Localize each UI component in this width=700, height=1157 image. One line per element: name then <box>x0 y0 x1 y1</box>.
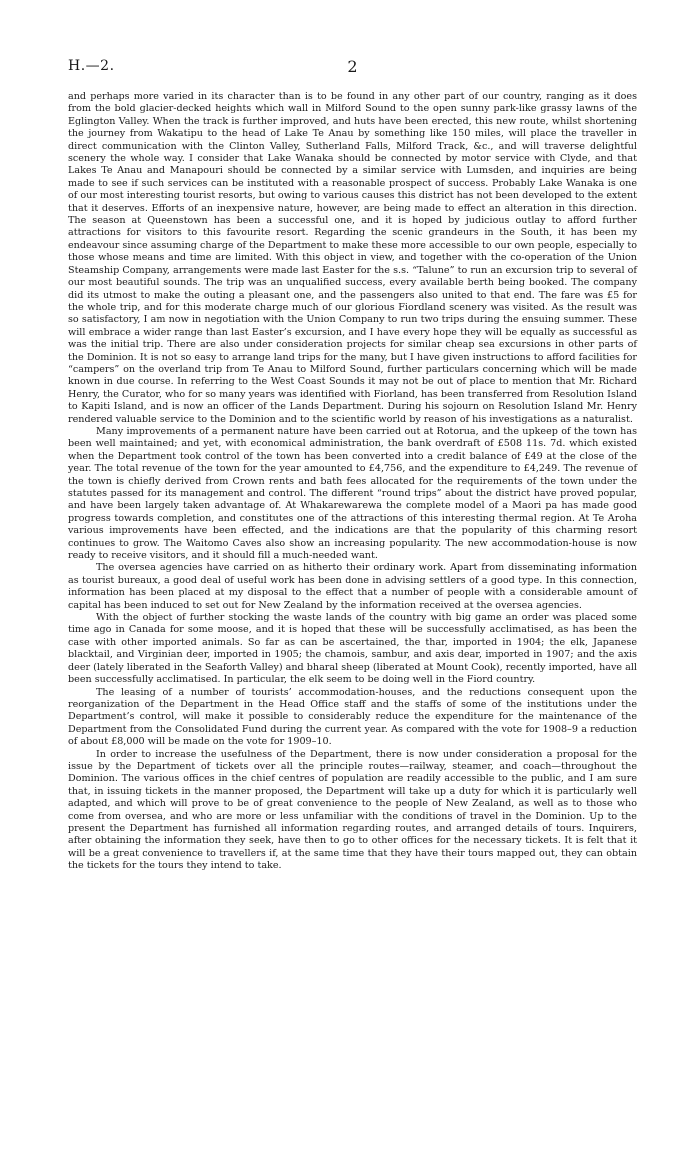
document-reference: H.—2. <box>68 58 115 74</box>
page-number: 2 <box>347 57 358 76</box>
paragraph-rotorua: Many improvements of a permanent nature have been carried out at Rotorua, and the upkeep of the town has been well maintained; and yet, with economical administration, the bank overdraft of £508 11s. 7d. which existed when the Department took control of the town has been converted into a credit balance of £49 at the close of the year. The total revenue of the town for the year amounted to £4,756, and the expenditure to £4,249. The revenue of the town is chiefly derived from Crown rents and bath fees allocated for the requirements of the town under the statutes passed for its management and control. The different “round trips” about the district have proved popular, and have been largely taken advantage of. At Whakarewarewa the complete model of a Maori pa has made good progress towards completion, and constitutes one of the attractions of this interesting thermal region. At Te Aroha various improvements have been effected, and the indications are that the popularity of this charming resort continues to grow. The Waitomo Caves also show an increasing popularity. The new accommodation-house is now ready to receive visitors, and it should fill a much-needed want. <box>68 425 637 562</box>
paragraph-leasing: The leasing of a number of tourists’ accommodation-houses, and the reductions consequent upon the reorganization of the Department in the Head Office staff and the staffs of some of the institutions under the Department’s control, will make it possible to considerably reduce the expenditure for the maintenance of the Department from the Consolidated Fund during the current year. As compared with the vote for 1908–9 a reduction of about £8,000 will be made on the vote for 1909–10. <box>68 686 637 748</box>
body-text <box>68 91 637 873</box>
paragraph-oversea-agencies: The oversea agencies have carried on as hitherto their ordinary work. Apart from disseminating information as tourist bureaux, a good deal of useful work has been done in advising settlers of a good type. In this connection, information has been placed at my disposal to the effect that a number of people with a considerable amount of capital has been induced to set out for New Zealand by the information received at the oversea agencies. <box>68 562 637 611</box>
paragraph-continued: and perhaps more varied in its character than is to be found in any other part of our country, ranging as it does from the bold glacier-decked heights which wall in Milford Sound to the open sunny park-like grassy lawns of the Eglington Valley. When the track is further improved, and huts have been erected, this new route, whilst shortening the journey from Wakatipu to the head of Lake Te Anau by something like 150 miles, will place the traveller in direct communication with the Clinton Valley, Sutherland Falls, Milford Track, &c., and will traverse delightful scenery the whole way. I consider that Lake Wanaka should be connected by motor service with Clyde, and that Lakes Te Anau and Manapouri should be connected by a similar service with Lumsden, and inquiries are being made to see if such services can be instituted with a reasonable prospect of success. Probably Lake Wanaka is one of our most interesting tourist resorts, but owing to various causes this district has not been developed to the extent that it deserves. Efforts of an inexpensive nature, however, are being made to effect an alteration in this direction. The season at Queenstown has been a successful one, and it is hoped by judicious outlay to afford further attractions for visitors to this favourite resort. Regarding the scenic grandeurs in the South, it has been my endeavour since assuming charge of the Department to make these more accessible to our own people, especially to those whose means and time are limited. With this object in view, and together with the co-operation of the Union Steamship Company, arrangements were made last Easter for the s.s. “Talune” to run an excursion trip to several of our most beautiful sounds. The trip was an unqualified success, every available berth being booked. The company did its utmost to make the outing a pleasant one, and the passengers also united to that end. The fare was £5 for the whole trip, and for this moderate charge much of our glorious Fiordland scenery was visited. As the result was so satisfactory, I am now in negotiation with the Union Company to run two trips during the ensuing summer. These will embrace a wider range than last Easter’s excursion, and I have every hope they will be equally as successful as was the initial trip. There are also under consideration projects for similar cheap sea excursions in other parts of the Dominion. It is not so easy to arrange land trips for the many, but I have given instructions to afford facilities for “campers” on the overland trip from Te Anau to Milford Sound, further particulars concerning which will be made known in due course. In referring to the West Coast Sounds it may not be out of place to mention that Mr. Richard Henry, the Curator, who for so many years was identified with Fiorland, has been transferred from Resolution Island to Kapiti Island, and is now an officer of the Lands Department. During his sojourn on Resolution Island Mr. Henry rendered valuable service to the Dominion and to the scientific world by reason of his investigations as a naturalist. <box>68 91 637 425</box>
paragraph-tickets: In order to increase the usefulness of the Department, there is now under consideration a proposal for the issue by the Department of tickets over all the principle routes—railway, steamer, and coach—throughout the Dominion. The various offices in the chief centres of population are readily accessible to the public, and I am sure that, in issuing tickets in the manner proposed, the Department will take up a duty for which it is particularly well adapted, and which will prove to be of great convenience to the people of New Zealand, as well as to those who come from oversea, and who are more or less unfamiliar with the conditions of travel in the Dominion. Up to the present the Department has furnished all information regarding routes, and arranged details of tours. Inquirers, after obtaining the information they seek, have then to go to other offices for the necessary tickets. It is felt that it will be a great convenience to travellers if, at the same time that they have their tours mapped out, they can obtain the tickets for the tours they intend to take. <box>68 748 637 872</box>
paragraph-big-game: With the object of further stocking the waste lands of the country with big game an order was placed some time ago in Canada for some moose, and it is hoped that these will be successfully acclimatised, as has been the case with other imported animals. So far as can be ascertained, the thar, imported in 1904; the elk, Japanese blacktail, and Virginian deer, imported in 1905; the chamois, sambur, and axis dear, imported in 1907; and the axis deer (lately liberated in the Seaforth Valley) and bharal sheep (liberated at Mount Cook), recently imported, have all been successfully acclimatised. In particular, the elk seem to be doing well in the Fiord country. <box>68 612 637 686</box>
page-header <box>68 58 637 78</box>
